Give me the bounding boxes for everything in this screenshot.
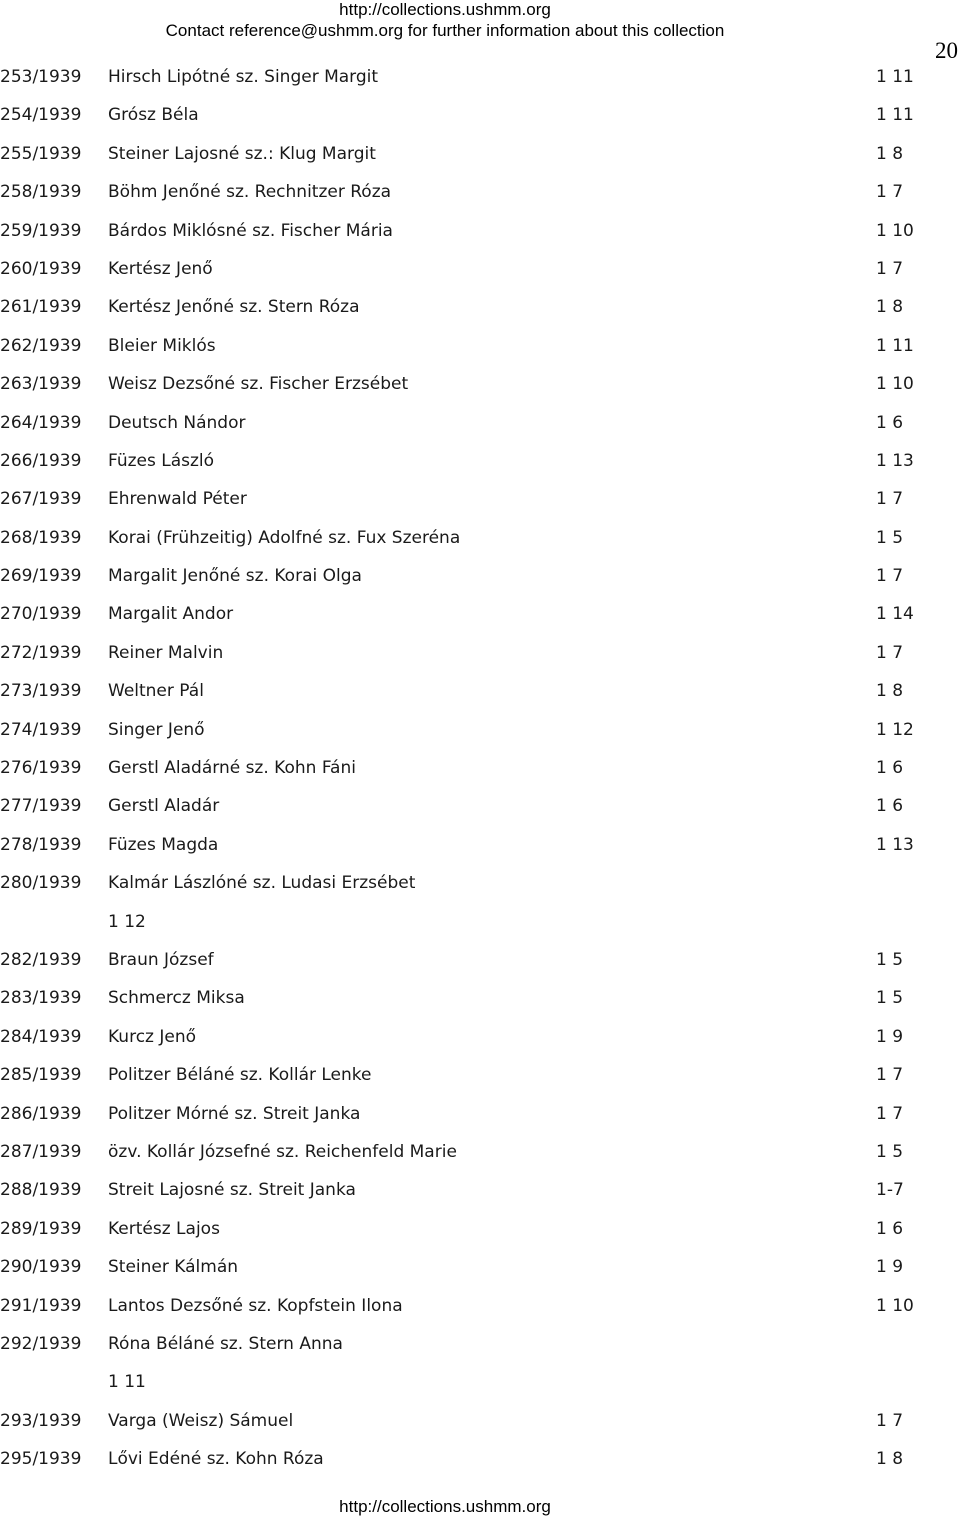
record-id: 258/1939 bbox=[0, 182, 82, 203]
list-item bbox=[0, 1210, 960, 1248]
record-code: 1 8 bbox=[876, 143, 904, 164]
record-id: 278/1939 bbox=[0, 834, 82, 855]
record-id: 291/1939 bbox=[0, 1295, 82, 1316]
list-item bbox=[0, 711, 960, 749]
header-url[interactable]: http://collections.ushmm.org bbox=[339, 0, 551, 19]
list-item bbox=[0, 634, 960, 672]
list-item bbox=[0, 1325, 960, 1363]
record-code: 1-7 bbox=[876, 1180, 904, 1201]
list-item bbox=[0, 365, 960, 403]
record-id: 270/1939 bbox=[0, 604, 82, 625]
record-id: 266/1939 bbox=[0, 450, 82, 471]
record-code: 1 11 bbox=[876, 335, 914, 356]
record-id: 274/1939 bbox=[0, 719, 82, 740]
record-id: 293/1939 bbox=[0, 1410, 82, 1431]
record-code: 1 7 bbox=[876, 1410, 904, 1431]
record-id: 273/1939 bbox=[0, 681, 82, 702]
list-item bbox=[0, 941, 960, 979]
record-name: Deutsch Nándor bbox=[108, 412, 246, 433]
record-id: 292/1939 bbox=[0, 1333, 82, 1354]
record-id: 264/1939 bbox=[0, 412, 82, 433]
record-name: Róna Béláné sz. Stern Anna bbox=[108, 1333, 343, 1354]
record-name: Korai (Frühzeitig) Adolfné sz. Fux Szeréna bbox=[108, 527, 461, 548]
record-id: 282/1939 bbox=[0, 949, 82, 970]
record-name: Gerstl Aladárné sz. Kohn Fáni bbox=[108, 758, 356, 779]
record-code: 1 12 bbox=[876, 719, 914, 740]
record-id: 289/1939 bbox=[0, 1218, 82, 1239]
list-item bbox=[0, 173, 960, 211]
record-id: 272/1939 bbox=[0, 642, 82, 663]
record-name: Grósz Béla bbox=[108, 105, 199, 126]
record-id: 268/1939 bbox=[0, 527, 82, 548]
record-code: 1 5 bbox=[876, 988, 904, 1009]
record-name: Steiner Kálmán bbox=[108, 1257, 239, 1278]
record-code: 1 5 bbox=[876, 1141, 904, 1162]
list-item bbox=[0, 96, 960, 134]
list-item bbox=[0, 1363, 960, 1401]
list-item bbox=[0, 519, 960, 557]
page-number: 20 bbox=[935, 38, 958, 63]
record-code: 1 7 bbox=[876, 566, 904, 587]
list-item bbox=[0, 1171, 960, 1209]
record-name: Gerstl Aladár bbox=[108, 796, 220, 817]
record-name: Weisz Dezsőné sz. Fischer Erzsébet bbox=[108, 374, 409, 395]
record-id: 280/1939 bbox=[0, 873, 82, 894]
list-item bbox=[0, 1440, 960, 1478]
record-name: Margalit Andor bbox=[108, 604, 234, 625]
record-id: 261/1939 bbox=[0, 297, 82, 318]
list-item bbox=[0, 826, 960, 864]
record-id: 277/1939 bbox=[0, 796, 82, 817]
list-item bbox=[0, 327, 960, 365]
record-id: 259/1939 bbox=[0, 220, 82, 241]
list-item bbox=[0, 1133, 960, 1171]
list-item bbox=[0, 595, 960, 633]
list-item bbox=[0, 903, 960, 941]
record-name: Steiner Lajosné sz.: Klug Margit bbox=[108, 143, 376, 164]
record-code: 1 14 bbox=[876, 604, 914, 625]
record-code: 1 12 bbox=[108, 911, 146, 932]
record-id: 276/1939 bbox=[0, 758, 82, 779]
record-code: 1 8 bbox=[876, 681, 904, 702]
record-id: 287/1939 bbox=[0, 1141, 82, 1162]
record-id: 254/1939 bbox=[0, 105, 82, 126]
record-id: 263/1939 bbox=[0, 374, 82, 395]
record-code: 1 10 bbox=[876, 374, 914, 395]
record-name: Weltner Pál bbox=[108, 681, 204, 702]
record-code: 1 5 bbox=[876, 949, 904, 970]
record-name: Streit Lajosné sz. Streit Janka bbox=[108, 1180, 356, 1201]
record-code: 1 9 bbox=[876, 1026, 904, 1047]
record-name: Füzes László bbox=[108, 450, 215, 471]
record-code: 1 7 bbox=[876, 182, 904, 203]
header-contact-line: Contact reference@ushmm.org for further information about this collection bbox=[165, 21, 725, 40]
record-code: 1 6 bbox=[876, 758, 904, 779]
record-name: Schmercz Miksa bbox=[108, 988, 245, 1009]
record-id: 283/1939 bbox=[0, 988, 82, 1009]
footer-url[interactable]: http://collections.ushmm.org bbox=[339, 1497, 551, 1516]
list-item bbox=[0, 1248, 960, 1286]
record-code: 1 9 bbox=[876, 1257, 904, 1278]
list-item bbox=[0, 58, 960, 96]
list-item bbox=[0, 480, 960, 518]
record-name: Reiner Malvin bbox=[108, 642, 224, 663]
record-name: Hirsch Lipótné sz. Singer Margit bbox=[108, 67, 379, 87]
record-name: Politzer Béláné sz. Kollár Lenke bbox=[108, 1065, 372, 1086]
record-id: 288/1939 bbox=[0, 1180, 82, 1201]
record-name: Politzer Mórné sz. Streit Janka bbox=[108, 1103, 361, 1124]
record-code: 1 11 bbox=[108, 1372, 146, 1393]
record-id: 255/1939 bbox=[0, 143, 82, 164]
record-name: özv. Kollár Józsefné sz. Reichenfeld Marie bbox=[108, 1141, 457, 1162]
list-item bbox=[0, 288, 960, 326]
list-item bbox=[0, 1287, 960, 1325]
record-code: 1 7 bbox=[876, 489, 904, 510]
record-id: 290/1939 bbox=[0, 1257, 82, 1278]
record-list bbox=[0, 58, 960, 1478]
record-id: 284/1939 bbox=[0, 1026, 82, 1047]
record-code: 1 7 bbox=[876, 1065, 904, 1086]
record-id: 269/1939 bbox=[0, 566, 82, 587]
record-id: 262/1939 bbox=[0, 335, 82, 356]
record-id: 260/1939 bbox=[0, 258, 82, 279]
record-code: 1 10 bbox=[876, 220, 914, 241]
record-name: Füzes Magda bbox=[108, 834, 219, 855]
list-item bbox=[0, 864, 960, 902]
record-id: 253/1939 bbox=[0, 67, 82, 87]
record-name: Ehrenwald Péter bbox=[108, 489, 247, 510]
record-name: Lantos Dezsőné sz. Kopfstein Ilona bbox=[108, 1295, 403, 1316]
record-name: Kurcz Jenő bbox=[108, 1026, 197, 1047]
record-code: 1 7 bbox=[876, 1103, 904, 1124]
record-code: 1 11 bbox=[876, 67, 914, 87]
list-item bbox=[0, 1018, 960, 1056]
list-item bbox=[0, 749, 960, 787]
list-item bbox=[0, 787, 960, 825]
record-name: Margalit Jenőné sz. Korai Olga bbox=[108, 566, 362, 587]
list-item bbox=[0, 1056, 960, 1094]
record-code: 1 6 bbox=[876, 1218, 904, 1239]
list-item bbox=[0, 672, 960, 710]
record-name: Bleier Miklós bbox=[108, 335, 216, 356]
record-code: 1 13 bbox=[876, 834, 914, 855]
list-item bbox=[0, 250, 960, 288]
record-name: Kertész Jenő bbox=[108, 258, 213, 279]
record-code: 1 11 bbox=[876, 105, 914, 126]
record-name: Böhm Jenőné sz. Rechnitzer Róza bbox=[108, 182, 392, 203]
record-code: 1 8 bbox=[876, 1449, 904, 1470]
record-code: 1 7 bbox=[876, 642, 904, 663]
record-id: 295/1939 bbox=[0, 1449, 82, 1470]
list-item bbox=[0, 1095, 960, 1133]
list-item bbox=[0, 979, 960, 1017]
list-item bbox=[0, 404, 960, 442]
record-id: 285/1939 bbox=[0, 1065, 82, 1086]
record-name: Kertész Lajos bbox=[108, 1218, 220, 1239]
record-code: 1 10 bbox=[876, 1295, 914, 1316]
list-item bbox=[0, 1402, 960, 1440]
record-name: Bárdos Miklósné sz. Fischer Mária bbox=[108, 220, 393, 241]
record-code: 1 6 bbox=[876, 796, 904, 817]
record-name: Lővi Edéné sz. Kohn Róza bbox=[108, 1449, 324, 1470]
record-code: 1 7 bbox=[876, 258, 904, 279]
record-code: 1 8 bbox=[876, 297, 904, 318]
record-name: Braun József bbox=[108, 949, 214, 970]
record-code: 1 5 bbox=[876, 527, 904, 548]
record-name: Varga (Weisz) Sámuel bbox=[108, 1410, 294, 1431]
list-item bbox=[0, 135, 960, 173]
record-code: 1 13 bbox=[876, 450, 914, 471]
list-item bbox=[0, 442, 960, 480]
record-id: 267/1939 bbox=[0, 489, 82, 510]
list-item bbox=[0, 212, 960, 250]
record-code: 1 6 bbox=[876, 412, 904, 433]
record-name: Kertész Jenőné sz. Stern Róza bbox=[108, 297, 360, 318]
record-id: 286/1939 bbox=[0, 1103, 82, 1124]
record-name: Singer Jenő bbox=[108, 719, 205, 740]
list-item bbox=[0, 557, 960, 595]
record-name: Kalmár Lászlóné sz. Ludasi Erzsébet bbox=[108, 873, 416, 894]
